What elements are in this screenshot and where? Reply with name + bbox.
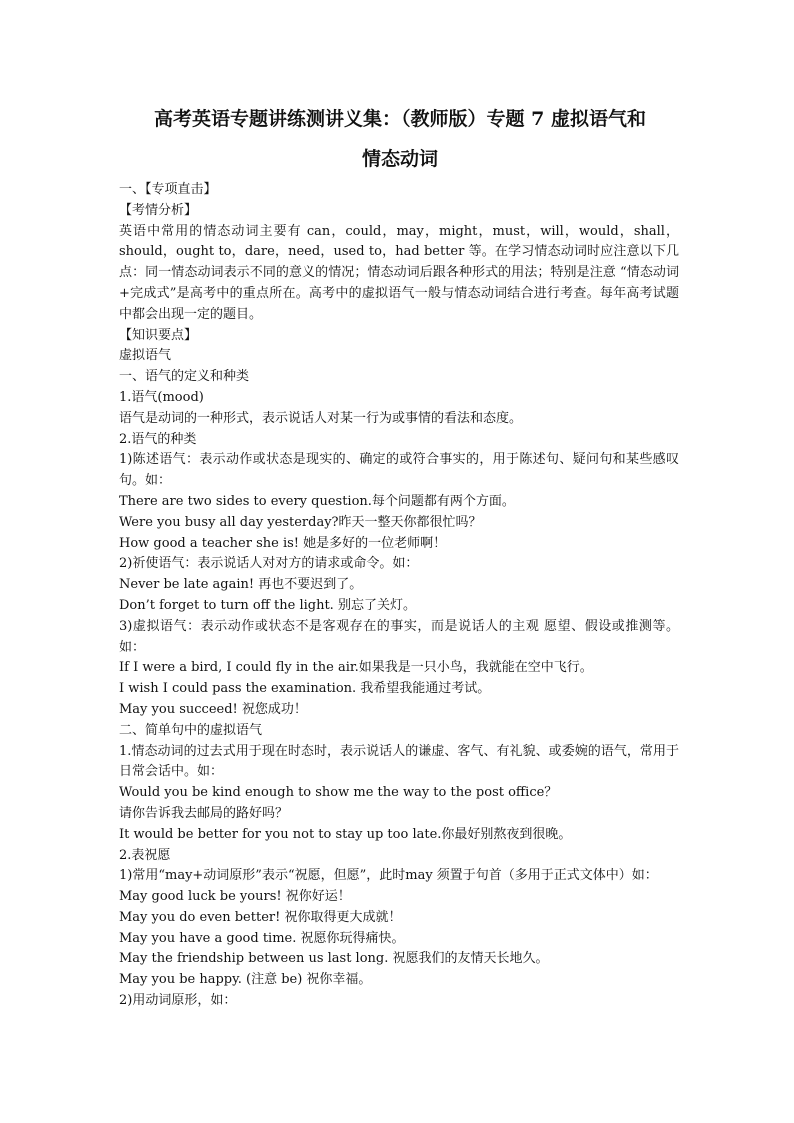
text-line: 一、语气的定义和种类	[119, 369, 250, 385]
example-line: There are two sides to every question.每个问题都有两个方面。	[119, 493, 515, 509]
example-line: I wish I could pass the examination. 我希望我能通过考试。	[119, 681, 491, 697]
example-line: Don’t forget to turn off the light. 别忘了关灯。	[119, 597, 416, 613]
example-line: Were you busy all day yesterday?昨天一整天你都很忙吗？	[119, 514, 482, 530]
paragraph: 1)陈述语气：表示动作或状态是现实的、确定的或符合事实的，用于陈述句、疑问句和某些感叹句。如：	[119, 452, 679, 489]
text-line: 2.语气的种类	[119, 431, 197, 447]
document-title-line-2: 情态动词	[361, 148, 438, 170]
example-line: If I were a bird, I could fly in the air.如果我是一只小鸟，我就能在空中飞行。	[119, 660, 593, 676]
subsection-heading: 【考情分析】	[119, 202, 198, 218]
text-line: 2.表祝愿	[119, 847, 171, 863]
example-line: May you succeed! 祝您成功！	[119, 701, 307, 717]
paragraph: 3)虚拟语气：表示动作或状态不是客观存在的事实，而是说话人的主观 愿望、假设或推测等。如：	[119, 618, 679, 655]
example-line: May you do even better! 祝你取得更大成就！	[119, 909, 402, 925]
example-line: Never be late again! 再也不要迟到了。	[119, 577, 363, 593]
text-line: 2)用动词原形，如：	[119, 993, 237, 1009]
document-title-line-1: 高考英语专题讲练测讲义集：（教师版）专题 7 虚拟语气和	[154, 108, 646, 130]
text-line: 1)常用“may+动词原形”表示“祝愿，但愿”，此时may 须置于句首（多用于正式文体中）如：	[119, 868, 658, 884]
example-line: May the friendship between us last long. 祝愿我们的友情天长地久。	[119, 951, 549, 967]
text-line: 2)祈使语气：表示说话人对对方的请求或命令。如：	[119, 556, 419, 572]
document-body	[119, 180, 679, 1012]
example-line: May good luck be yours! 祝你好运！	[119, 889, 351, 905]
section-heading: 一、【专项直击】	[119, 182, 217, 197]
text-line: 语气是动词的一种形式，表示说话人对某一行为或事情的看法和态度。	[119, 410, 523, 426]
example-line: Would you be kind enough to show me the way to the post office？	[119, 785, 558, 801]
text-line: 虚拟语气	[119, 348, 172, 364]
text-line: 1.语气(mood)	[119, 389, 204, 405]
example-line: How good a teacher she is! 她是多好的一位老师啊！	[119, 535, 447, 551]
text-line: 二、简单句中的虚拟语气	[119, 722, 263, 738]
subsection-heading: 【知识要点】	[119, 327, 198, 343]
paragraph: 1.情态动词的过去式用于现在时态时，表示说话人的谦虚、客气、有礼貌、或委婉的语气，常用于日常会话中。如：	[119, 743, 679, 780]
example-line: 请你告诉我去邮局的路好吗？	[119, 805, 289, 821]
example-line: It would be better for you not to stay up too late.你最好别熬夜到很晚。	[119, 826, 572, 842]
example-line: May you have a good time. 祝愿你玩得痛快。	[119, 930, 405, 946]
example-line: May you be happy. (注意 be) 祝你幸福。	[119, 972, 372, 988]
paragraph: 英语中常用的情态动词主要有 can，could，may，might，must，will，would，shall，should，ought to，dare，need，used to，had better 等。在学习情态动词时应注意以下几点：同一情态动词表示不同的意义的情况；情态动词后跟各种形式的用法；特别是注意 “情态动词+完成式”是高考中的重点所在。高考中的虚拟语气一般与情态动词结合进行考查。每年高考试题中都会出现一定的题目。	[119, 223, 679, 322]
